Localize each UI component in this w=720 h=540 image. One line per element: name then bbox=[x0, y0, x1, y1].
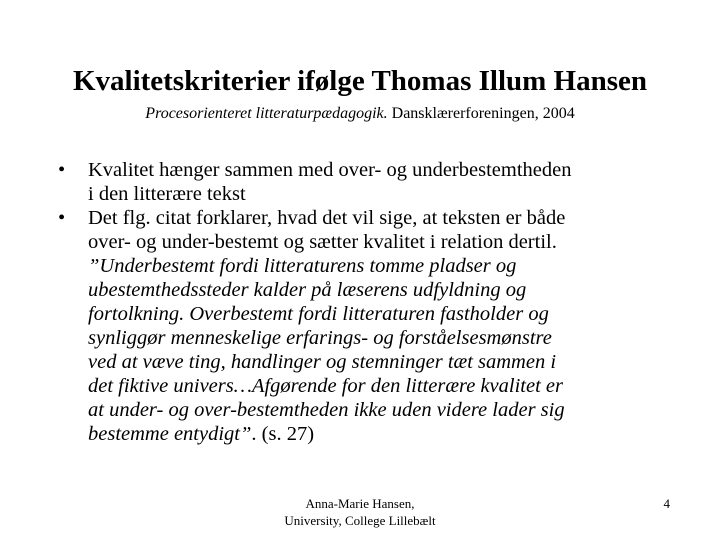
bullet-2-line-1: Det flg. citat forklarer, hvad det vil sige, at teksten er både bbox=[88, 207, 566, 229]
bullet-marker: • bbox=[58, 207, 66, 229]
publisher: Dansklærerforeningen, 2004 bbox=[387, 105, 575, 122]
bullet-item-2 bbox=[56, 206, 676, 446]
bullet-1-line-1: Kvalitet hænger sammen med over- og underbestemtheden bbox=[88, 159, 572, 181]
footer-institution: University, College Lillebælt bbox=[284, 513, 436, 528]
quote-line-3: fortolkning. Overbestemt fordi litteraturen fastholder og bbox=[88, 303, 549, 325]
footer-credit bbox=[260, 495, 460, 529]
quote-line-4: synliggør menneskelige erfarings- og forståelsesmønstre bbox=[88, 327, 552, 349]
citation: . (s. 27) bbox=[251, 423, 315, 445]
quote-line-6: det fiktive univers…Afgørende for den litterære kvalitet er bbox=[88, 375, 563, 397]
bullet-list bbox=[56, 158, 676, 446]
bullet-marker: • bbox=[58, 159, 66, 181]
bullet-item-1 bbox=[56, 158, 676, 206]
quote-line-5: ved at væve ting, handlinger og stemninger tæt sammen i bbox=[88, 351, 557, 373]
slide-title: Kvalitetskriterier ifølge Thomas Illum Hansen bbox=[72, 65, 648, 97]
bullet-2-line-2: over- og under-bestemt og sætter kvalitet i relation dertil. bbox=[88, 231, 557, 253]
quote-line-2: ubestemthedssteder kalder på læserens udfyldning og bbox=[88, 279, 527, 301]
slide-subtitle bbox=[0, 104, 720, 124]
book-title: Procesorienteret litteraturpædagogik. bbox=[145, 105, 388, 122]
quote-line-7: at under- og over-bestemtheden ikke uden videre lader sig bbox=[88, 399, 565, 421]
footer-author: Anna-Marie Hansen, bbox=[305, 496, 415, 511]
page-number: 4 bbox=[663, 496, 670, 511]
quote-line-8 bbox=[88, 422, 676, 446]
quote-line-1: ”Underbestemt fordi litteraturens tomme pladser og bbox=[88, 255, 517, 277]
quote-last-fragment: bestemme entydigt” bbox=[88, 423, 252, 445]
bullet-1-line-2: i den litterære tekst bbox=[88, 183, 246, 205]
